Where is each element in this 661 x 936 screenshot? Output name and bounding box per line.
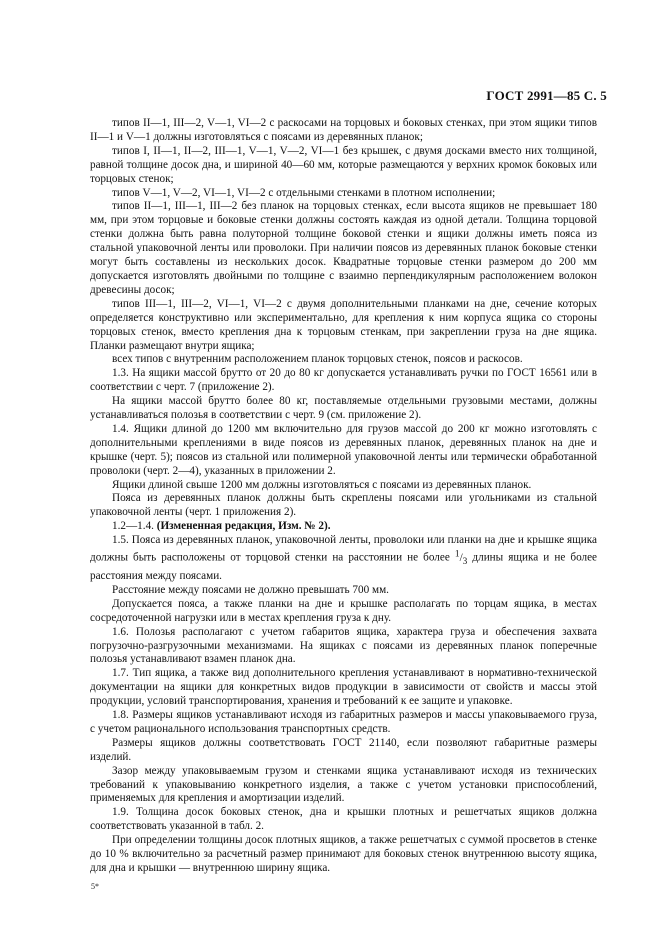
paragraph: 1.8. Размеры ящиков устанавливают исходя из габаритных размеров и массы упаковываемого груза, с учетом рационального использования транспортных средств. <box>90 709 597 735</box>
paragraph-text: 1.5. Пояса из деревянных планок, упаковочной ленты, проволоки или планки на дне и крышке ящика должны быть расположены от торцовой стенки на расстоянии не более <box>90 534 597 564</box>
paragraph: типов III—1, III—2, VI—1, VI—2 с двумя дополнительными планками на дне, сечение которых определяется конструктивно или экспериментально, для крепления к ним корпуса ящика со стороны торцовых стенок, вместо крепления дна к торцовым стенкам, при закреплении груза на дне ящика. Планки размещают внутри ящика; <box>90 297 597 352</box>
paragraph: типов II—1, III—1, III—2 без планок на торцовых стенках, если высота ящиков не превышает 180 мм, при этом торцовые и боковые стенки должны состоять каждая из одной детали. Толщина торцовой стенки должна быть равна полуторной толщине боковой стенки и ящики должны иметь пояса из стальной упаковочной ленты или проволоки. При наличии поясов из деревянных планок боковые стенки могут быть составлены из нескольких досок. Квадратные торцовые стенки размером до 200 мм допускается изготовлять двойными по толщине с взаимно перпендикулярным расположением волокон древесины досок; <box>90 200 597 296</box>
paragraph: типов I, II—1, II—2, III—1, V—1, V—2, VI—1 без крышек, с двумя досками вместо них толщиной, равной толщине досок дна, и шириной 40—60 мм, которые размещаются у верхних кромок боковых или торцовых стенок; <box>90 144 597 185</box>
paragraph: типов II—1, III—2, V—1, VI—2 с раскосами на торцовых и боковых стенках, при этом ящики типов II—1 и V—1 должны изготовляться с поясами из деревянных планок; <box>90 117 597 143</box>
paragraph: На ящики массой брутто более 80 кг, поставляемые отдельными грузовыми местами, должны устанавливаться полозья в соответствии с черт. 9 (см. приложение 2). <box>90 395 597 422</box>
paragraph: При определении толщины досок плотных ящиков, а также решетчатых с суммой просветов в стенке до 10 % включительно за расчетный размер принимают для боковых стенок внутреннюю высоту ящика, для дна и крышки — внутреннюю ширину ящика. <box>90 834 597 874</box>
paragraph: 1.3. На ящики массой брутто от 20 до 80 кг допускается устанавливать ручки по ГОСТ 16561 или в соответствии с черт. 7 (приложение 2). <box>90 367 597 394</box>
page-header: ГОСТ 2991—85 С. 5 <box>486 88 607 103</box>
paragraph: Пояса из деревянных планок должны быть скреплены поясами или угольниками из стальной упаковочной ленты (черт. 1 приложения 2). <box>90 492 597 519</box>
paragraph: Ящики длиной свыше 1200 мм должны изготовляться с поясами из деревянных планок. <box>112 478 532 491</box>
paragraph-text: длины ящика и не более расстояния между поясами. <box>90 551 598 582</box>
amendment-range: 1.2—1.4. <box>112 520 154 533</box>
paragraph: 1.4. Ящики длиной до 1200 мм включительно для грузов массой до 200 кг можно изготовлять с дополнительными креплениями в виде поясов из деревянных планок, деревянных планок на дне и крышке (черт. 5); поясов из стальной или полимерной упаковочной ленты или термически обработанной проволоки (черт. 2—4), указанных в приложении 2. <box>90 422 597 477</box>
amendment-note <box>90 520 597 534</box>
amendment-label: (Измененная редакция, Изм. № 2). <box>156 520 331 533</box>
paragraph: 1.6. Полозья располагают с учетом габаритов ящика, характера груза и обеспечения захвата погрузочно-разгрузочными механизмами. На ящиках с поясами из деревянных планок поперечные полозья устанавливают взамен планок дна. <box>90 625 597 666</box>
document-body <box>90 117 597 876</box>
fraction-numerator: 1 <box>454 549 460 560</box>
paragraph <box>90 534 597 584</box>
fraction: $^1/_3$ <box>454 549 468 568</box>
paragraph: Размеры ящиков должны соответствовать ГОСТ 21140, если позволяют габаритные размеры изделий. <box>90 736 597 763</box>
fraction-denominator: 3 <box>462 557 468 568</box>
paragraph: Расстояние между поясами не должно превышать 700 мм. <box>112 583 389 596</box>
paragraph: типов V—1, V—2, VI—1, VI—2 с отдельными стенками в плотном исполнении; <box>112 186 496 199</box>
page-signature: 5* <box>91 882 99 891</box>
paragraph: всех типов с внутренним расположением планок торцовых стенок, поясов и раскосов. <box>112 353 523 366</box>
paragraph: 1.9. Толщина досок боковых стенок, дна и крышки плотных и решетчатых ящиков должна соответствовать указанной в табл. 2. <box>90 806 597 833</box>
paragraph: Зазор между упаковываемым грузом и стенками ящика устанавливают исходя из технических требований к упаковыванию конкретного изделия, а также с учетом установки приспособлений, применяемых для крепления и амортизации изделий. <box>90 764 597 805</box>
paragraph: 1.7. Тип ящика, а также вид дополнительного крепления устанавливают в нормативно-технической документации на ящики для конкретных видов продукции в зависимости от свойств и массы этой продукции, условий транспортирования, хранения и требований к ее защите и упаковке. <box>90 667 597 708</box>
paragraph: Допускается пояса, а также планки на дне и крышке располагать по торцам ящика, в местах сосредоточенной нагрузки или в местах крепления груза к дну. <box>90 597 597 624</box>
